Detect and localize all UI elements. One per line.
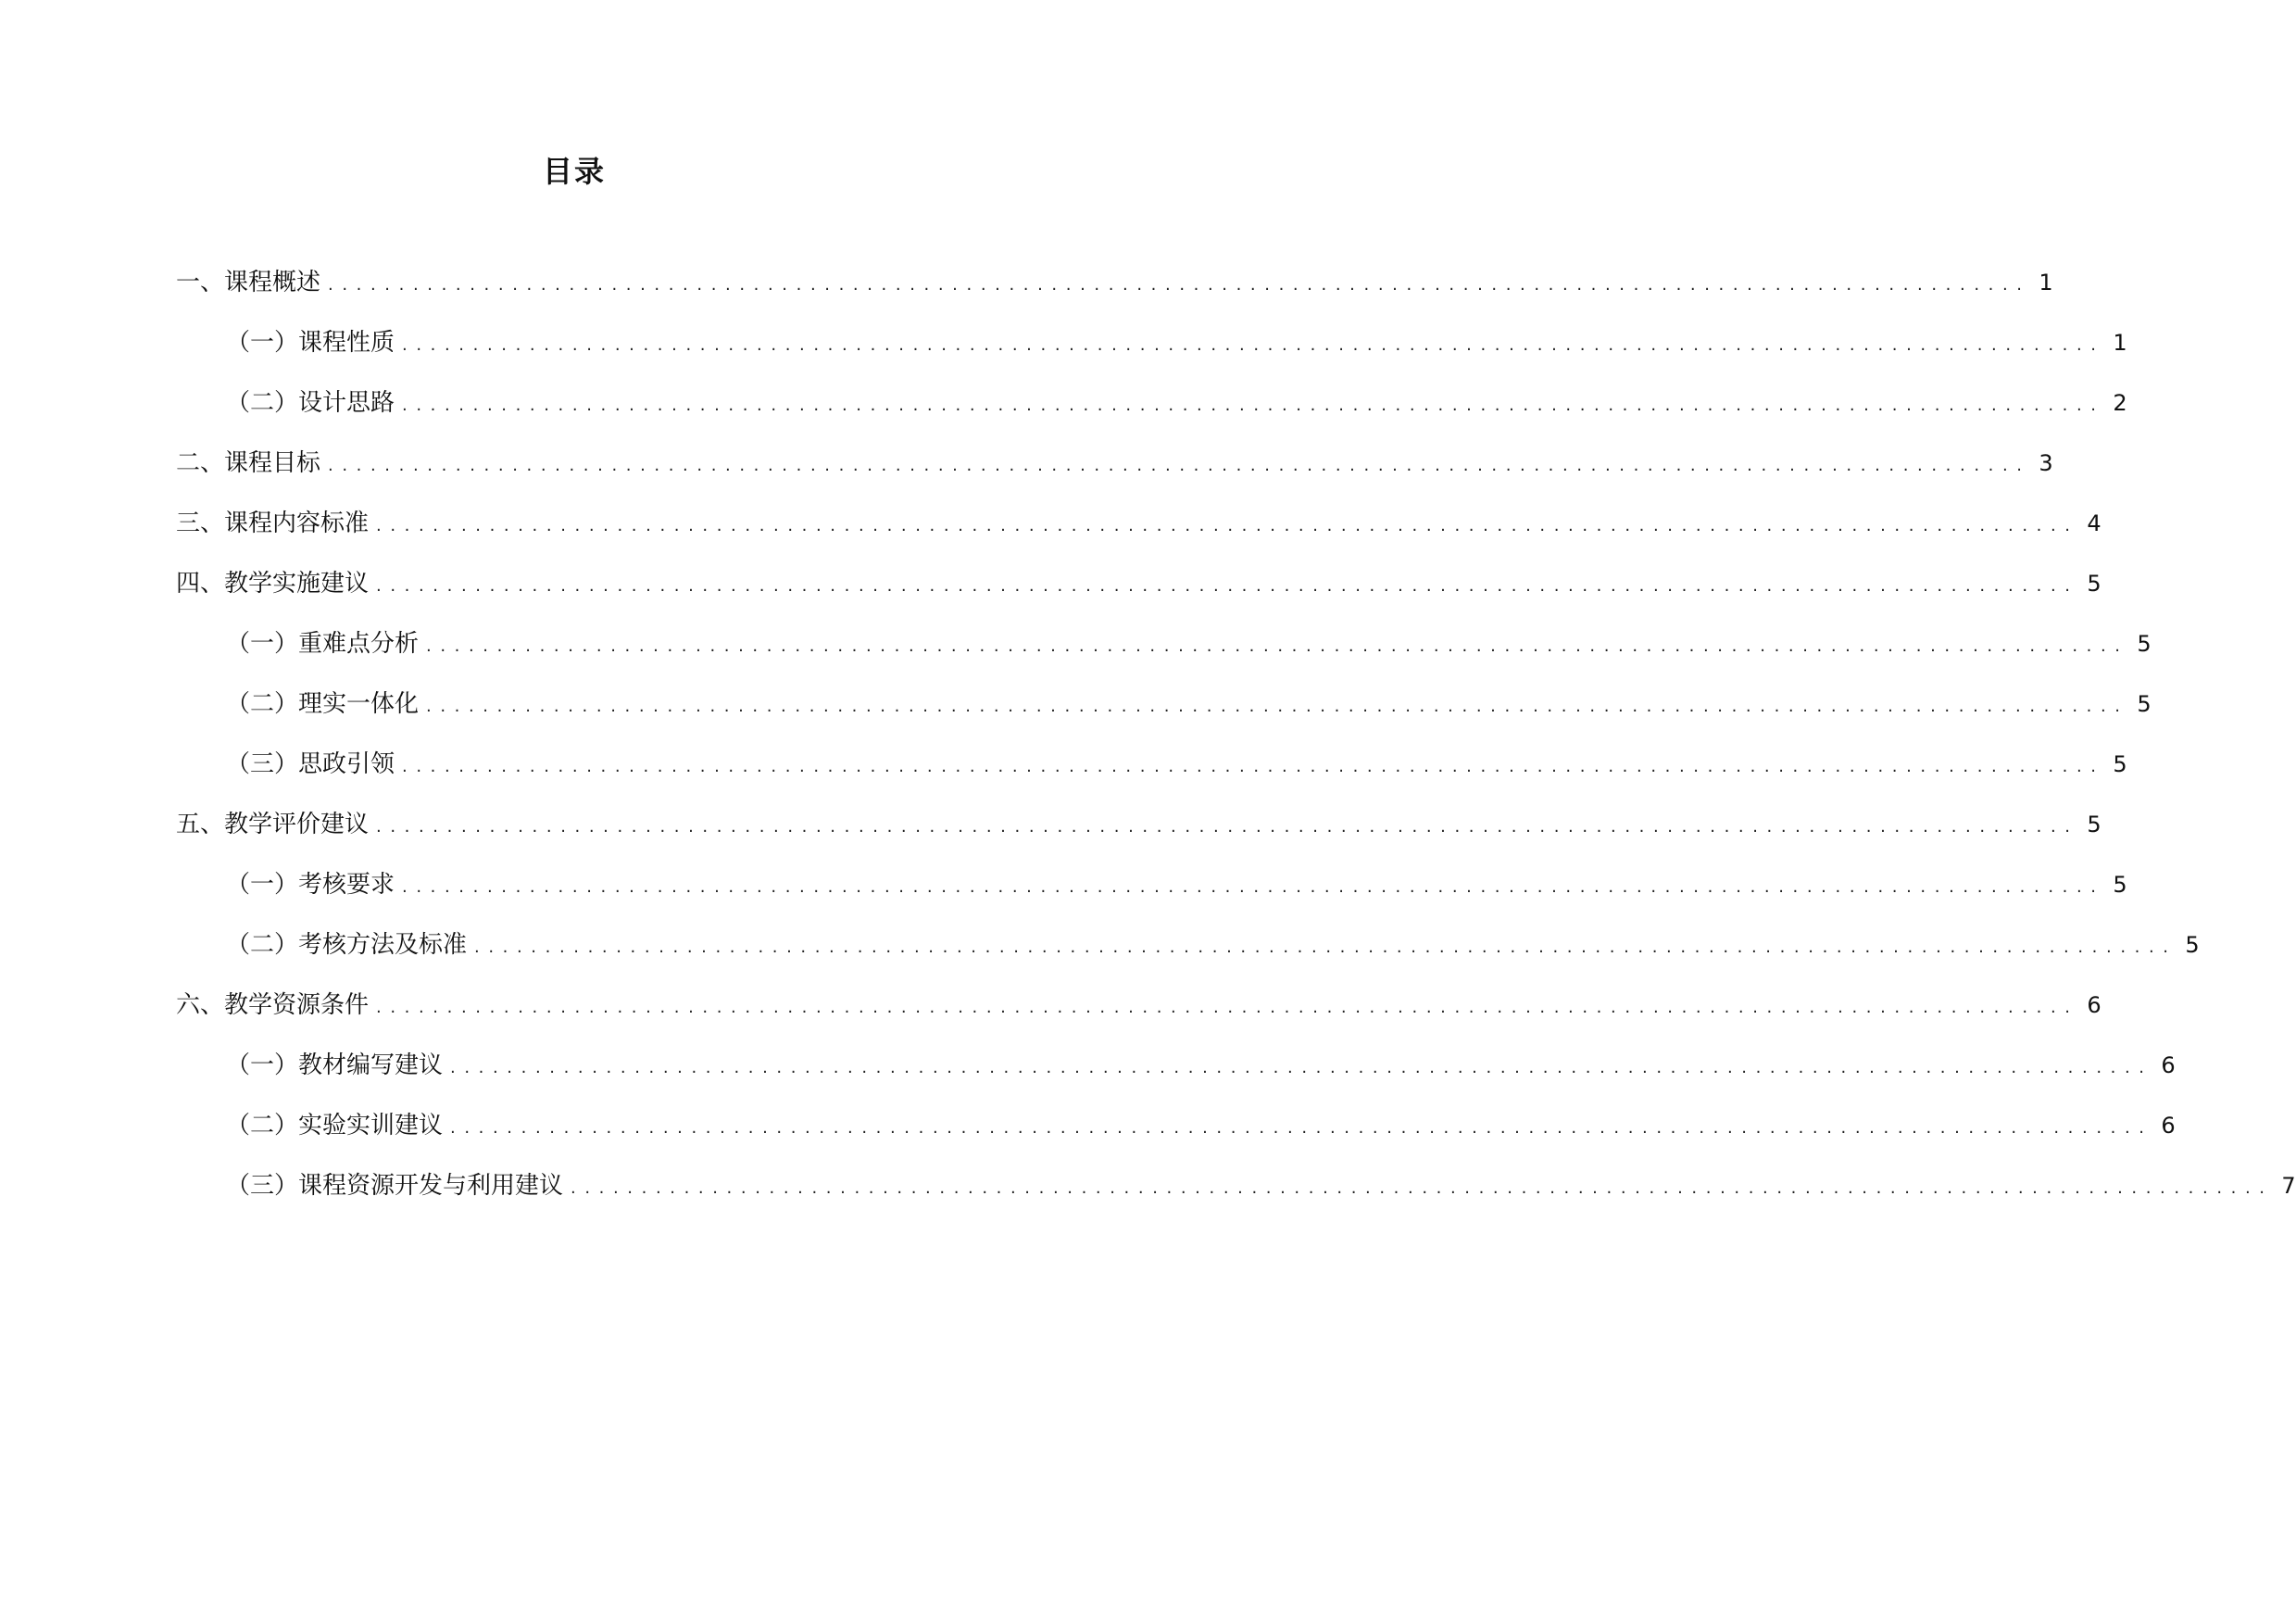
- toc-entry[interactable]: [176, 324, 2127, 384]
- toc-entry-text: 六、教学资源条件: [176, 991, 370, 1019]
- toc-leader-dots: ........................................................................................................................: [402, 396, 2105, 415]
- toc-leader-dots: ........................................................................................................................: [376, 817, 2079, 837]
- toc-entry[interactable]: [176, 565, 2102, 625]
- toc-leader-dots: ........................................................................................................................: [328, 456, 2031, 475]
- toc-entry-text: （一）教材编写建议: [226, 1051, 444, 1079]
- toc-entry-text: 三、课程内容标准: [176, 510, 370, 537]
- toc-page-number: 7: [2281, 1173, 2296, 1199]
- toc-leader-dots: ........................................................................................................................: [376, 576, 2079, 596]
- toc-entry-text: 二、课程目标: [176, 449, 321, 477]
- toc-page-number: 3: [2039, 450, 2053, 476]
- toc-entry-text: 一、课程概述: [176, 269, 321, 296]
- toc-entry[interactable]: [176, 806, 2102, 866]
- toc-entry[interactable]: [176, 384, 2127, 445]
- toc-entry[interactable]: [176, 1167, 2296, 1227]
- toc-page-number: 1: [2113, 330, 2127, 356]
- toc-page-number: 5: [2113, 751, 2127, 777]
- toc-page-number: 5: [2137, 691, 2152, 717]
- toc-leader-dots: ........................................................................................................................: [402, 877, 2105, 897]
- toc-page-number: 1: [2039, 270, 2053, 296]
- toc-page-number: 2: [2113, 390, 2127, 416]
- toc-leader-dots: ........................................................................................................................: [328, 275, 2031, 295]
- toc-leader-dots: ........................................................................................................................: [426, 636, 2129, 656]
- toc-entry-text: （二）设计思路: [226, 389, 395, 417]
- toc-entry[interactable]: [176, 746, 2127, 806]
- toc-page-number: 6: [2161, 1052, 2176, 1078]
- toc-leader-dots: ........................................................................................................................: [376, 516, 2079, 535]
- toc-entry[interactable]: [176, 1047, 2176, 1107]
- toc-leader-dots: ........................................................................................................................: [571, 1178, 2274, 1198]
- toc-entry[interactable]: [176, 505, 2102, 565]
- toc-page-number: 5: [2137, 631, 2152, 657]
- toc-page-number: 5: [2185, 932, 2200, 958]
- toc-page-number: 4: [2087, 510, 2102, 536]
- toc-page-number: 5: [2087, 812, 2102, 837]
- toc-entry-text: 四、教学实施建议: [176, 570, 370, 598]
- toc-entry-text: 五、教学评价建议: [176, 811, 370, 838]
- toc-title: 目录: [542, 154, 606, 189]
- toc-leader-dots: ........................................................................................................................: [402, 335, 2105, 355]
- toc-entry-text: （二）考核方法及标准: [226, 931, 468, 959]
- toc-entry[interactable]: [176, 445, 2053, 505]
- toc-entry-text: （一）课程性质: [226, 329, 395, 357]
- toc-entry-text: （一）重难点分析: [226, 630, 420, 658]
- toc-page-number: 6: [2087, 992, 2102, 1018]
- toc-entry[interactable]: [176, 987, 2102, 1047]
- toc-entry-text: （三）思政引领: [226, 750, 395, 778]
- toc-entry-text: （三）课程资源开发与利用建议: [226, 1172, 564, 1200]
- toc-entry-text: （一）考核要求: [226, 871, 395, 899]
- toc-entry[interactable]: [176, 686, 2152, 746]
- toc-entry[interactable]: [176, 625, 2152, 686]
- toc-list: [176, 264, 2296, 1227]
- toc-entry[interactable]: [176, 264, 2053, 324]
- toc-entry[interactable]: [176, 866, 2127, 926]
- toc-leader-dots: ........................................................................................................................: [450, 1118, 2153, 1138]
- toc-page-number: 5: [2113, 872, 2127, 898]
- toc-page-number: 5: [2087, 571, 2102, 597]
- toc-leader-dots: ........................................................................................................................: [376, 998, 2079, 1017]
- toc-leader-dots: ........................................................................................................................: [450, 1058, 2153, 1077]
- toc-entry-text: （二）实验实训建议: [226, 1112, 444, 1139]
- toc-page-number: 6: [2161, 1113, 2176, 1139]
- toc-leader-dots: ........................................................................................................................: [402, 757, 2105, 776]
- toc-leader-dots: ........................................................................................................................: [426, 697, 2129, 716]
- toc-entry[interactable]: [176, 1107, 2176, 1167]
- toc-entry-text: （二）理实一体化: [226, 690, 420, 718]
- toc-entry[interactable]: [176, 926, 2200, 987]
- toc-leader-dots: ........................................................................................................................: [474, 938, 2177, 957]
